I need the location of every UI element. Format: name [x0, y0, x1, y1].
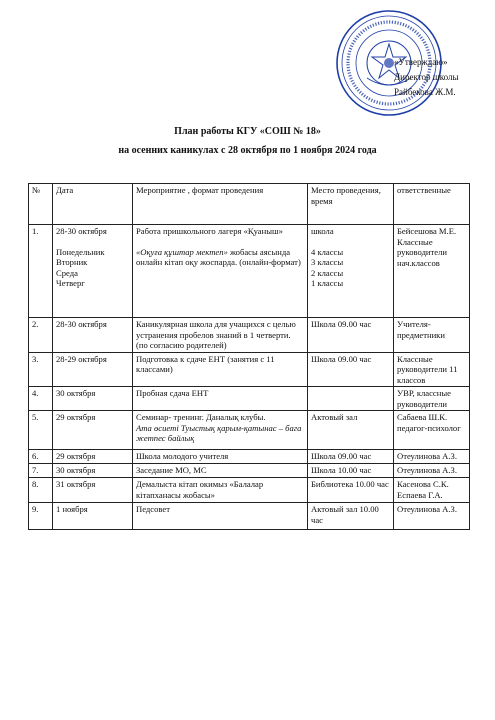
cell-event-text: Работа пришкольного лагеря «Қуаныш»	[136, 226, 283, 236]
table-row	[29, 464, 470, 478]
cell-place: Школа 09.00 час	[308, 450, 394, 464]
class-item: 1 классы	[311, 278, 344, 288]
cell-date: 30 октября	[53, 464, 133, 478]
cell-num: 9.	[29, 503, 53, 530]
cell-num: 7.	[29, 464, 53, 478]
cell-place: Школа 09.00 час	[308, 352, 394, 387]
cell-num: 8.	[29, 478, 53, 503]
cell-date: 28-30 октября	[53, 318, 133, 353]
cell-place	[308, 225, 394, 318]
cell-num: 2.	[29, 318, 53, 353]
cell-place	[308, 387, 394, 411]
cell-resp: Отеулинова А.З.	[394, 464, 470, 478]
cell-date: 29 октября	[53, 450, 133, 464]
table-row	[29, 411, 470, 450]
cell-resp: Учителя-предметники	[394, 318, 470, 353]
cell-num: 3.	[29, 352, 53, 387]
cell-event: Заседание МО, МС	[133, 464, 308, 478]
approval-title: «Утверждаю»	[394, 57, 448, 67]
header-num: №	[29, 184, 53, 225]
cell-resp: Касенова С.К. Еспаева Г.А.	[394, 478, 470, 503]
document-title: План работы КГУ «СОШ № 18»	[174, 126, 321, 137]
cell-place: Библиотека 10.00 час	[308, 478, 394, 503]
table-header-row	[29, 184, 470, 225]
day-item: Четверг	[56, 278, 85, 288]
cell-event	[133, 411, 308, 450]
cell-resp: Сабаева Ш.К. педагог-психолог	[394, 411, 470, 450]
cell-resp: Классные руководители 11 классов	[394, 352, 470, 387]
class-item: 2 классы	[311, 267, 344, 278]
day-item: Среда	[56, 267, 78, 278]
cell-resp: УВР, классные руководители	[394, 387, 470, 411]
header-date: Дата	[53, 184, 133, 225]
table-row	[29, 503, 470, 530]
cell-place: Актовый зал 10.00 час	[308, 503, 394, 530]
table-row	[29, 450, 470, 464]
cell-event: Школа молодого учителя	[133, 450, 308, 464]
header-resp: ответственные	[394, 184, 470, 225]
cell-date: 29 октября	[53, 411, 133, 450]
table-row	[29, 225, 470, 318]
cell-date: 28-29 октября	[53, 352, 133, 387]
header-event: Мероприятие , формат проведения	[133, 184, 308, 225]
cell-num: 5.	[29, 411, 53, 450]
cell-resp: Отеулинова А.З.	[394, 503, 470, 530]
cell-event: Демалыста кітап окимыз «Балалар кітапханасы жобасы»	[133, 478, 308, 503]
document-subtitle: на осенних каникулах с 28 октября по 1 ноября 2024 года	[118, 145, 377, 156]
cell-place: Школа 09.00 час	[308, 318, 394, 353]
cell-event	[133, 225, 308, 318]
cell-event: Педсовет	[133, 503, 308, 530]
approval-block	[394, 55, 459, 100]
cell-place: Актовый зал	[308, 411, 394, 450]
day-item: Вторник	[56, 257, 88, 267]
approval-name: Райбекова Ж.М.	[394, 87, 456, 97]
cell-num: 1.	[29, 225, 53, 318]
cell-event-detail	[136, 247, 304, 268]
cell-event: Пробная сдача ЕНТ	[133, 387, 308, 411]
cell-date: 30 октября	[53, 387, 133, 411]
cell-num: 6.	[29, 450, 53, 464]
cell-place: Школа 10.00 час	[308, 464, 394, 478]
cell-event-text: Семинар- тренинг. Даналық клубы.	[136, 412, 266, 422]
cell-resp: Отеулинова А.З.	[394, 450, 470, 464]
table-row	[29, 478, 470, 503]
day-item: Понедельник	[56, 246, 105, 257]
project-name: «Оқуға құштар мектеп»	[136, 246, 228, 257]
table-row	[29, 387, 470, 411]
plan-table	[28, 183, 470, 530]
class-item: 4 классы	[311, 246, 344, 257]
cell-event: Каникулярная школа для учащихся с целью устранения пробелов знаний в 1 четверти. (по согласию родителей)	[133, 318, 308, 353]
cell-date: 1 ноября	[53, 503, 133, 530]
cell-date-text: 28-30 октября	[56, 226, 107, 236]
cell-date: 31 октября	[53, 478, 133, 503]
cell-num: 4.	[29, 387, 53, 411]
cell-resp: Бейсешова М.Е. Классные руководители нач.классов	[394, 225, 470, 318]
class-item: 3 классы	[311, 257, 344, 267]
cell-date	[53, 225, 133, 318]
cell-place-text: школа	[311, 226, 334, 236]
header-place: Место проведения, время	[308, 184, 394, 225]
table-row	[29, 352, 470, 387]
project-description: жобасы аясында онлайн кітап оқу жоспарда. (онлайн-формат)	[136, 246, 301, 267]
approval-position: Директор школы	[394, 72, 459, 82]
cell-event-topic: Ата өсиеті Туыстық қарым-қатынас – бага жетпес байлық	[136, 422, 302, 443]
table-row	[29, 318, 470, 353]
cell-event: Подготовка к сдаче ЕНТ (занятия с 11 классами)	[133, 352, 308, 387]
